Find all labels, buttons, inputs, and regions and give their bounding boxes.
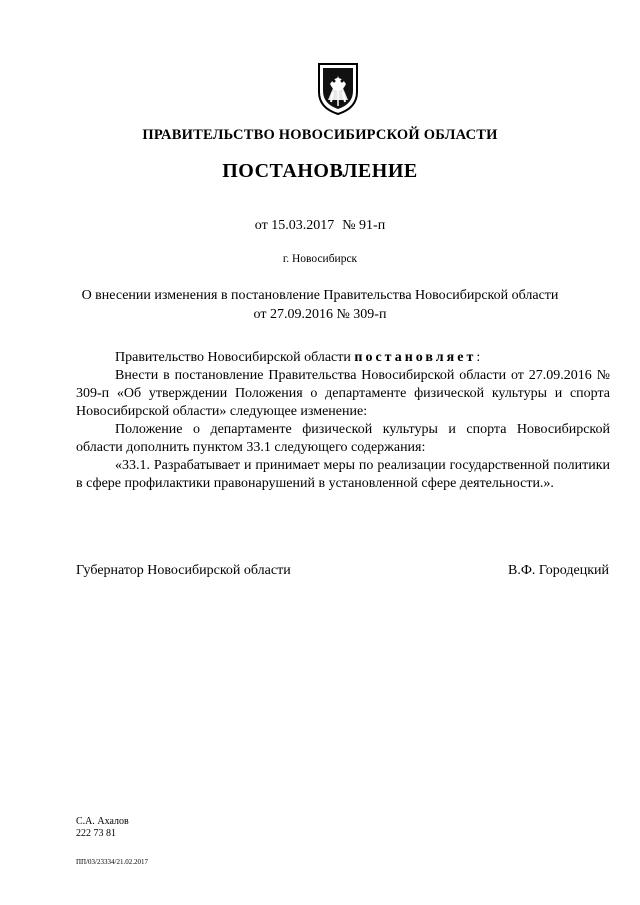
document-date-number — [0, 218, 640, 234]
signatory-name: В.Ф. Городецкий — [508, 563, 609, 578]
executor-name: С.А. Ахалов — [76, 816, 129, 827]
document-number: № 91-п — [342, 218, 386, 233]
signatory-position: Губернатор Новосибирской области — [76, 563, 291, 578]
document-subject — [60, 286, 580, 324]
p1-action: постановляет — [354, 350, 477, 365]
body-paragraph-3: Положение о департаменте физической культуры и спорта Новосибирской области дополнить пунктом 33.1 следующего содержания: — [76, 422, 610, 455]
executor-phone: 222 73 81 — [76, 828, 116, 839]
p1-prefix: Правительство Новосибирской области — [115, 350, 355, 365]
document-id: ПП/03/23334/21.02.2017 — [76, 858, 148, 866]
subject-line-2: от 27.09.2016 № 309-п — [253, 307, 387, 322]
body-paragraph-4: «33.1. Разрабатывает и принимает меры по реализации государственной политики в сфере профилактики правонарушений в установленной сфере деятельности.». — [76, 458, 610, 491]
p1-suffix: : — [476, 350, 481, 365]
body-paragraph-2: Внести в постановление Правительства Новосибирской области от 27.09.2016 № 309-п «Об утверждении Положения о департаменте физической культуры и спорта Новосибирской области» следующее изменение: — [76, 368, 610, 419]
document-type: ПОСТАНОВЛЕНИЕ — [222, 160, 418, 182]
organization-title: ПРАВИТЕЛЬСТВО НОВОСИБИРСКОЙ ОБЛАСТИ — [142, 127, 498, 143]
body-paragraph-1 — [76, 349, 610, 367]
subject-line-1: О внесении изменения в постановление Правительства Новосибирской области — [81, 288, 559, 303]
document-date: от 15.03.2017 — [254, 218, 335, 233]
executor-info — [76, 816, 129, 840]
document-body — [76, 349, 610, 493]
document-city: г. Новосибирск — [282, 253, 358, 265]
coat-of-arms-icon — [317, 62, 359, 116]
